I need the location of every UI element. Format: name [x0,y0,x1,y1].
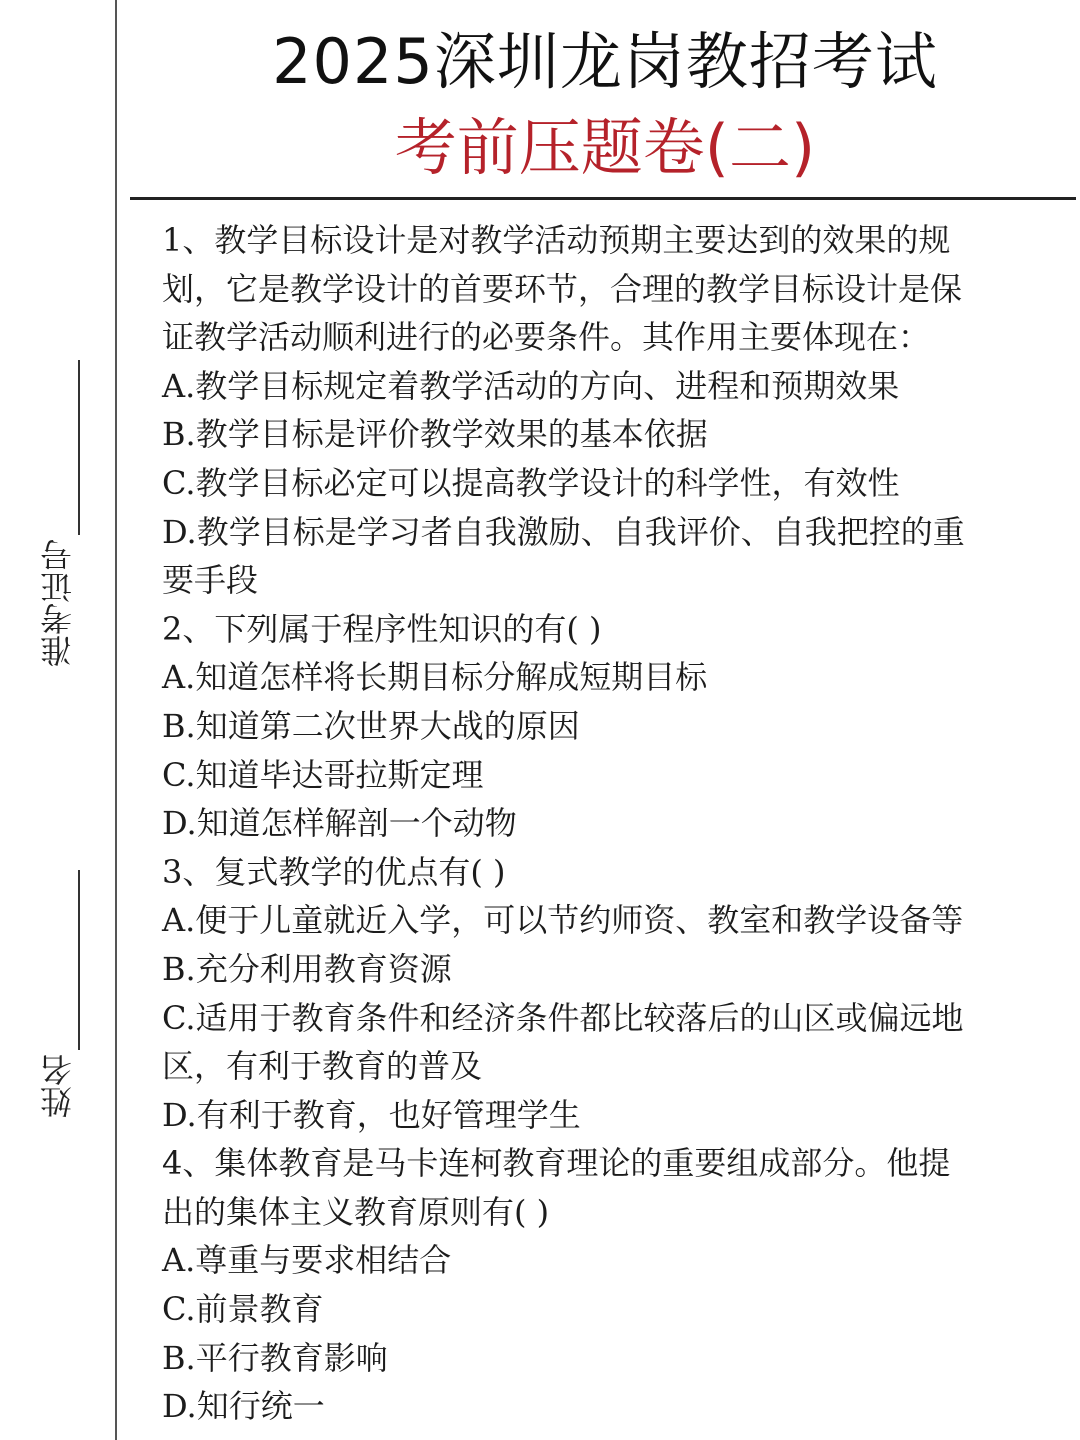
binding-margin-line [115,0,117,1440]
exam-id-label-text: 准考证号 [39,539,77,667]
text-line: D.教学目标是学习者自我激励、自我评价、自我把控的重 [162,512,965,551]
text-line: C.知道毕达哥拉斯定理 [162,755,484,794]
text-line: 2、下列属于程序性知识的有( ) [162,609,602,648]
text-line: B.充分利用教育资源 [162,949,452,988]
text-line: B.平行教育影响 [162,1338,388,1377]
text-line: D.知道怎样解剖一个动物 [162,804,517,843]
text-line: A.尊重与要求相结合 [162,1241,452,1280]
text-line: A.知道怎样将长期目标分解成短期目标 [162,658,708,697]
name-field-label [36,870,80,1118]
text-line: B.教学目标是评价教学效果的基本依据 [162,415,708,454]
paper-header [130,22,1080,188]
text-line: A.教学目标规定着教学活动的方向、进程和预期效果 [162,366,900,405]
text-line: B.知道第二次世界大战的原因 [162,706,580,745]
text-line: C.适用于教育条件和经济条件都比较落后的山区或偏远地 [162,998,964,1037]
text-line: 证教学活动顺利进行的必要条件。其作用主要体现在： [162,318,931,357]
header-divider [130,197,1076,200]
paper-title: 2025深圳龙岗教招考试 [272,25,938,98]
exam-id-blank-line [78,360,80,535]
question-body [162,216,1042,1431]
text-line: 划，它是教学设计的首要环节，合理的教学目标设计是保 [162,269,963,308]
text-line: 1、教学目标设计是对教学活动预期主要达到的效果的规 [162,221,951,259]
name-label-text: 姓名 [39,1054,77,1118]
text-line: 要手段 [162,561,259,600]
text-line: C.前景教育 [162,1290,324,1329]
paper-subtitle: 考前压题卷(二) [394,111,816,184]
text-line: D.有利于教育，也好管理学生 [162,1095,581,1134]
text-line: C.教学目标必定可以提高教学设计的科学性，有效性 [162,463,900,502]
exam-id-field-label [36,360,80,667]
text-line: 3、复式教学的优点有( ) [162,852,506,891]
text-line: 区，有利于教育的普及 [162,1047,483,1086]
name-blank-line [78,870,80,1050]
text-line: A.便于儿童就近入学，可以节约师资、教室和教学设备等 [162,901,964,940]
text-line: 出的集体主义教育原则有( ) [162,1192,550,1231]
text-line: 4、集体教育是马卡连柯教育理论的重要组成部分。他提 [162,1144,951,1183]
text-line: D.知行统一 [162,1387,325,1426]
